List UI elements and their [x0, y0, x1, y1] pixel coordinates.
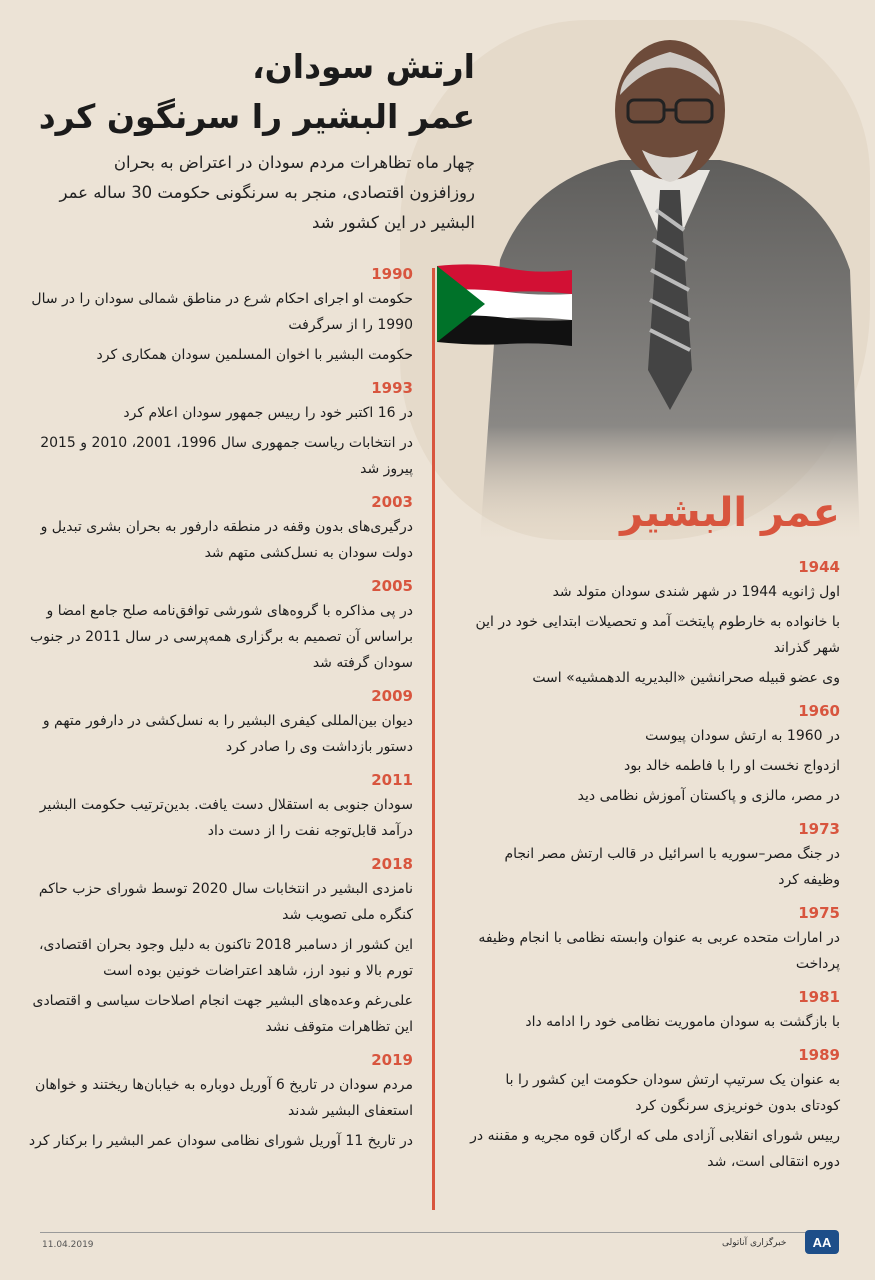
- entry-year: 2003: [371, 493, 413, 511]
- timeline-entry: [18, 262, 413, 368]
- logo-text: AA: [812, 1235, 832, 1250]
- entry-year: 2009: [371, 687, 413, 705]
- timeline-entry: [18, 376, 413, 482]
- timeline-entry: [18, 490, 413, 566]
- entry-year: 2005: [371, 577, 413, 595]
- entry-year: 2018: [371, 855, 413, 873]
- footer-divider: [40, 1232, 835, 1233]
- entry-text: علی‌رغم وعده‌های البشیر جهت انجام اصلاحات سیاسی و اقتصادی این تظاهرات متوقف نشد: [32, 993, 413, 1035]
- entry-text: حکومت او اجرای احکام شرع در مناطق شمالی سودان را در سال 1990 را از سرگرفت: [31, 291, 413, 333]
- timeline-divider: [432, 268, 435, 1210]
- entry-text: در جنگ مصر–سوریه با اسرائیل در قالب ارتش مصر انجام وظیفه کرد: [504, 846, 840, 888]
- entry-text: با خانواده به خارطوم پایتخت آمد و تحصیلات ابتدایی خود در این شهر گذراند: [475, 614, 840, 656]
- entry-text: ازدواج نخست او را با فاطمه خالد بود: [624, 758, 840, 774]
- entry-year: 1990: [371, 265, 413, 283]
- timeline-entry: [18, 574, 413, 676]
- entry-text: حکومت البشیر با اخوان المسلمین سودان همکاری کرد: [96, 347, 413, 363]
- entry-year: 2011: [371, 771, 413, 789]
- entry-text: اول ژانویه 1944 در شهر شندی سودان متولد شد: [552, 584, 840, 600]
- entry-text: در امارات متحده عربی به عنوان وابسته نظامی با انجام وظیفه پرداخت: [478, 930, 840, 972]
- timeline-entry: [465, 1043, 840, 1175]
- entry-text: در مصر، مالزی و پاکستان آموزش نظامی دید: [577, 788, 840, 804]
- entry-year: 2019: [371, 1051, 413, 1069]
- entry-text: این کشور از دسامبر 2018 تاکنون به دلیل وجود بحران اقتصادی، تورم بالا و نبود ارز، شاهد اعتراضات خونین بوده است: [38, 937, 413, 979]
- publish-date: 11.04.2019: [42, 1240, 94, 1250]
- entry-text: وی عضو قبیله صحرانشین «البدیریه الدهمشیه» است: [532, 670, 840, 686]
- timeline-entry: [465, 555, 840, 691]
- timeline-entry: [18, 684, 413, 760]
- page-title: [35, 42, 475, 142]
- timeline-entry: [18, 852, 413, 1040]
- entry-text: با بازگشت به سودان ماموریت نظامی خود را ادامه داد: [525, 1014, 840, 1030]
- entry-text: در 16 اکتبر خود را رییس جمهور سودان اعلام کرد: [123, 405, 413, 421]
- timeline-entry: [465, 985, 840, 1035]
- timeline-entry: [465, 699, 840, 809]
- entry-text: درگیری‌های بدون وقفه در منطقه دارفور به بحران بشری تبدیل و دولت سودان به نسل‌کشی متهم شد: [40, 519, 413, 561]
- left-timeline: [18, 262, 413, 1162]
- anadolu-logo-icon: [805, 1230, 839, 1254]
- entry-text: در انتخابات ریاست جمهوری سال 1996، 2001، 2010 و 2015 پیروز شد: [40, 435, 413, 477]
- page-subtitle: چهار ماه تظاهرات مردم سودان در اعتراض به بحران روزافزون اقتصادی، منجر به سرنگونی حکومت 30 ساله عمر البشیر در این کشور شد: [59, 153, 475, 232]
- entry-year: 1973: [798, 820, 840, 838]
- timeline-entry: [18, 1048, 413, 1154]
- agency-name: خبرگزاری آناتولی: [722, 1238, 787, 1248]
- entry-year: 1975: [798, 904, 840, 922]
- entry-year: 1944: [798, 558, 840, 576]
- entry-year: 1960: [798, 702, 840, 720]
- title-line-1: ارتش سودان،: [252, 47, 475, 86]
- entry-text: در 1960 به ارتش سودان پیوست: [645, 728, 840, 744]
- right-timeline: [465, 555, 840, 1183]
- entry-text: رییس شورای انقلابی آزادی ملی که ارگان قوه مجریه و مقننه در دوره انتقالی است، شد: [470, 1128, 840, 1170]
- entry-text: به عنوان یک سرتیپ ارتش سودان حکومت این کشور را با کودتای بدون خونریزی سرنگون کرد: [505, 1072, 840, 1114]
- entry-text: در پی مذاکره با گروه‌های شورشی توافق‌نامه صلح جامع امضا و براساس آن تصمیم به برگزاری همه‌پرسی در سال 2011 در جنوب سودان گرفته شد: [29, 603, 413, 671]
- title-line-2: عمر البشیر را سرنگون کرد: [38, 97, 475, 136]
- person-name: عمر البشیر: [620, 490, 840, 536]
- timeline-entry: [465, 901, 840, 977]
- entry-text: در تاریخ 11 آوریل شورای نظامی سودان عمر البشیر را برکنار کرد: [28, 1133, 413, 1149]
- entry-year: 1981: [798, 988, 840, 1006]
- entry-text: نامزدی البشیر در انتخابات سال 2020 توسط شورای حزب حاکم کنگره ملی تصویب شد: [38, 881, 413, 923]
- timeline-entry: [18, 768, 413, 844]
- entry-text: مردم سودان در تاریخ 6 آوریل دوباره به خیابان‌ها ریختند و خواهان استعفای البشیر شدند: [35, 1077, 413, 1119]
- sudan-flag-icon: [437, 262, 572, 346]
- entry-text: دیوان بین‌المللی کیفری البشیر را به نسل‌کشی در دارفور متهم و دستور بازداشت وی را صادر کرد: [42, 713, 413, 755]
- entry-year: 1993: [371, 379, 413, 397]
- timeline-entry: [465, 817, 840, 893]
- entry-text: سودان جنوبی به استقلال دست یافت. بدین‌ترتیب حکومت البشیر درآمد قابل‌توجه نفت را از دست داد: [39, 797, 413, 839]
- entry-year: 1989: [798, 1046, 840, 1064]
